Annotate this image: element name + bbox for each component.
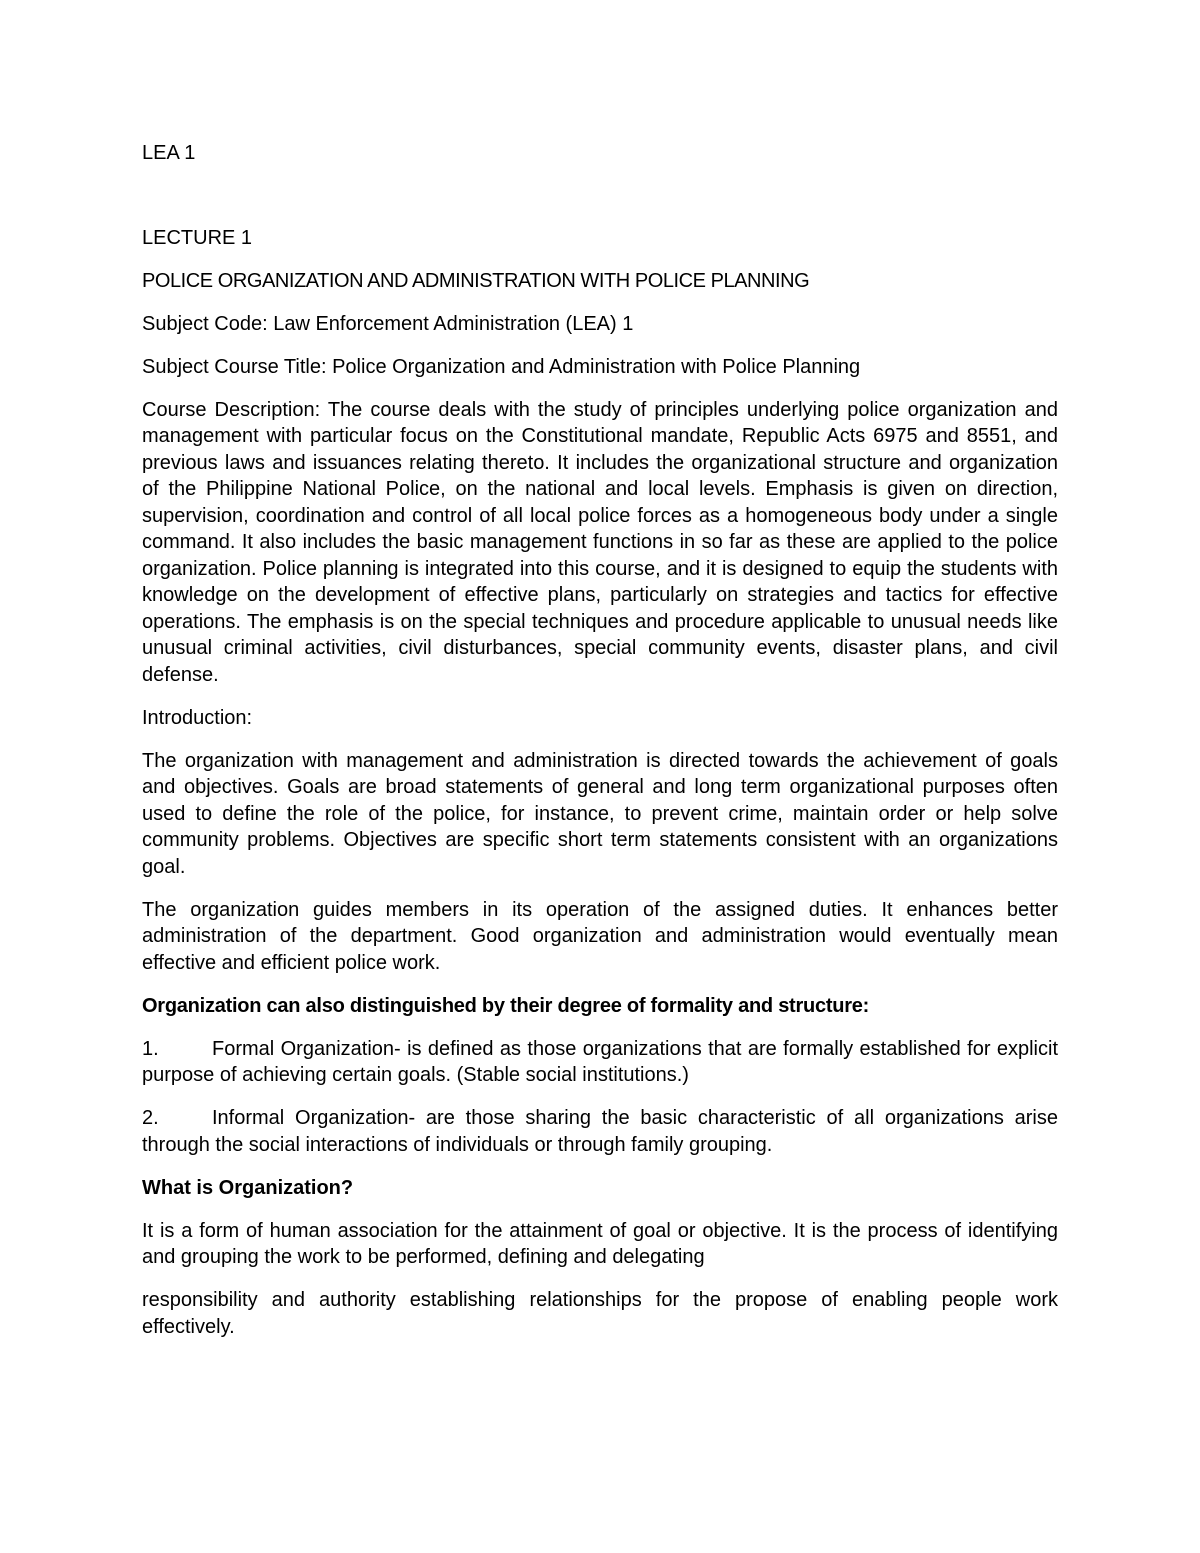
list-item-text: Informal Organization- are those sharing the basic characteristic of all organizations arise through the social interactions of individuals or through family grouping. <box>142 1107 1058 1156</box>
what-is-organization-paragraph-1: It is a form of human association for the attainment of goal or objective. It is the process of identifying and grouping the work to be performed, defining and delegating <box>142 1219 1058 1268</box>
list-item-text: Formal Organization- is defined as those organizations that are formally established for explicit purpose of achieving certain goals. (Stable social institutions.) <box>142 1037 1058 1086</box>
course-description: Course Description: The course deals with the study of principles underlying police organization and management with particular focus on the Constitutional mandate, Republic Acts 6975 and 8551, and previous laws and issuances relating thereto. It includes the organizational structure and organization of the Philippine National Police, on the national and local levels. Emphasis is given on direction, supervision, coordination and control of all local police forces as a homogeneous body under a single command. It also includes the basic management functions in so far as these are applied to the police organization. Police planning is integrated into this course, and it is designed to equip the students with knowledge on the development of effective plans, particularly on strategies and tactics for effective operations. The emphasis is on the special techniques and procedure applicable to unusual needs like unusual criminal activities, civil disturbances, special community events, disaster plans, and civil defense. <box>142 398 1058 686</box>
list-item-number: 2. <box>142 1107 159 1129</box>
lecture-label: LECTURE 1 <box>142 226 253 249</box>
introduction-paragraph-2: The organization guides members in its operation of the assigned duties. It enhances better administration of the department. Good organization and administration would eventually mean effective and efficient police work. <box>142 898 1058 974</box>
introduction-label: Introduction: <box>142 706 253 729</box>
introduction-paragraph-1: The organization with management and administration is directed towards the achievement of goals and objectives. Goals are broad statements of general and long term organizational purposes often used to define the role of the police, for instance, to prevent crime, maintain order or help solve community problems. Objectives are specific short term statements consistent with an organizations goal. <box>142 749 1058 878</box>
what-is-organization-heading: What is Organization? <box>142 1176 354 1199</box>
list-item <box>142 1036 1058 1089</box>
list-item <box>142 1105 1058 1158</box>
document-header: LEA 1 <box>142 142 196 164</box>
subject-code: Subject Code: Law Enforcement Administration (LEA) 1 <box>142 312 634 335</box>
document-title: POLICE ORGANIZATION AND ADMINISTRATION WITH POLICE PLANNING <box>142 269 810 292</box>
formality-heading: Organization can also distinguished by their degree of formality and structure: <box>142 994 870 1017</box>
list-item-number: 1. <box>142 1037 159 1060</box>
document-body <box>142 140 1058 1357</box>
what-is-organization-paragraph-2: responsibility and authority establishing relationships for the propose of enabling people work effectively. <box>142 1289 1058 1338</box>
course-title: Subject Course Title: Police Organization and Administration with Police Planning <box>142 355 861 378</box>
